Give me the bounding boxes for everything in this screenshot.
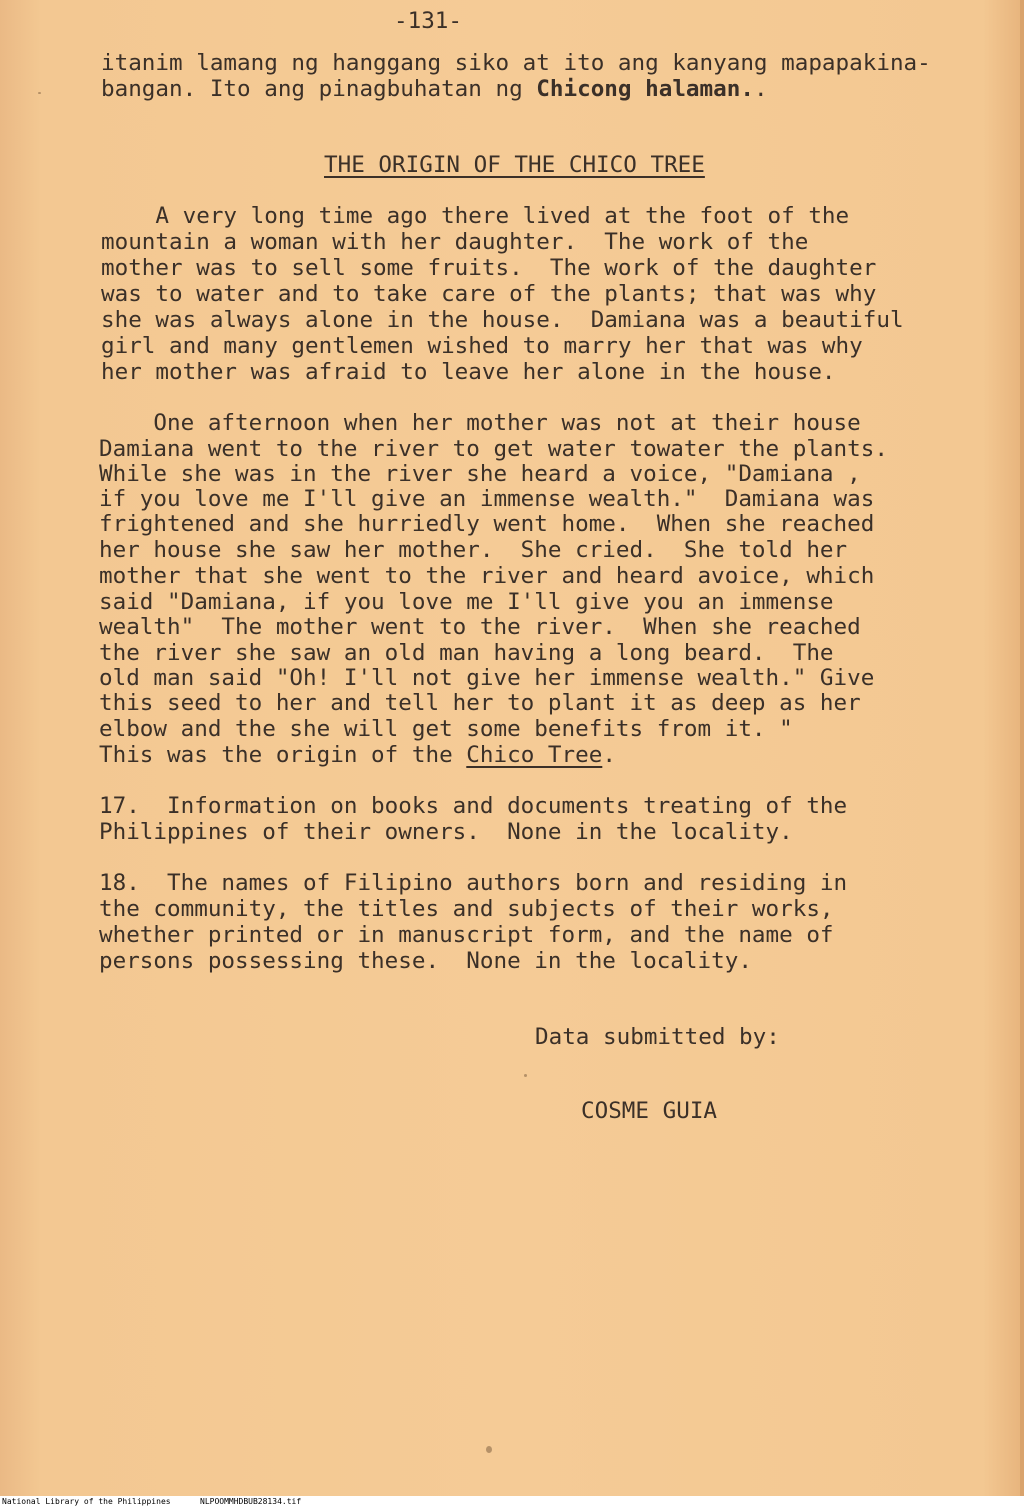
paragraph-1-line: mountain a woman with her daughter. The work of the — [101, 229, 809, 255]
paragraph-2-line: One afternoon when her mother was not at their house — [99, 410, 861, 436]
paragraph-2-line: this seed to her and tell her to plant it as deep as her — [99, 690, 861, 716]
item-18-line: the community, the titles and subjects of their works, — [99, 896, 834, 922]
paragraph-1-line: A very long time ago there lived at the foot of the — [101, 203, 850, 229]
chico-tree-underlined: Chico Tree — [466, 742, 603, 768]
paragraph-2-line: While she was in the river she heard a voice, "Damiana , — [99, 461, 861, 487]
paper-speck — [38, 92, 41, 94]
paragraph-2-line: Damiana went to the river to get water towater the plants. — [99, 436, 888, 462]
origin-sentence-suffix: . — [602, 742, 616, 768]
signature-name: COSME GUIA — [581, 1098, 718, 1124]
footer-library: National Library of the Philippines — [2, 1497, 171, 1506]
item-18-line: persons possessing these. None in the locality. — [99, 948, 752, 974]
paragraph-1-line: girl and many gentlemen wished to marry her that was why — [101, 333, 863, 359]
signature-label: Data submitted by: — [535, 1024, 780, 1050]
chicong-halaman-phrase: Chicong halaman. — [536, 76, 754, 102]
story-title: THE ORIGIN OF THE CHICO TREE — [324, 152, 705, 178]
footer-filename: NLPOOMMHDBUB28134.tif — [200, 1497, 302, 1506]
paragraph-2-line: said "Damiana, if you love me I'll give you an immense — [99, 589, 834, 615]
item-18-line: 18. The names of Filipino authors born and residing in — [99, 870, 848, 896]
paragraph-2-line: elbow and the she will get some benefits from it. " — [99, 716, 793, 742]
paragraph-2-line: the river she saw an old man having a long beard. The — [99, 640, 834, 666]
item-18-line: whether printed or in manuscript form, and the name of — [99, 922, 834, 948]
paragraph-2-line: mother that she went to the river and heard avoice, which — [99, 563, 875, 589]
paragraph-1-line: she was always alone in the house. Damiana was a beautiful — [101, 307, 904, 333]
paragraph-2-line: old man said "Oh! I'll not give her immense wealth." Give — [99, 665, 875, 691]
scan-footer — [0, 1496, 1024, 1508]
paragraph-1-line: her mother was afraid to leave her alone in the house. — [101, 359, 836, 385]
paragraph-2-line: frightened and she hurriedly went home. When she reached — [99, 511, 875, 537]
paper-speck — [524, 1074, 527, 1077]
page-number: -131- — [394, 8, 463, 34]
carryover-line-2 — [101, 76, 768, 102]
paragraph-2-line: her house she saw her mother. She cried. She told her — [99, 537, 848, 563]
carryover-line-1: itanim lamang ng hanggang siko at ito ang kanyang mapapakina- — [101, 50, 931, 76]
origin-sentence-prefix: This was the origin of the — [99, 742, 467, 768]
item-17-line: Philippines of their owners. None in the locality. — [99, 819, 793, 845]
paragraph-2-line: if you love me I'll give an immense wealth." Damiana was — [99, 486, 875, 512]
carryover-tail: . — [753, 76, 768, 102]
paragraph-1-line: mother was to sell some fruits. The work of the daughter — [101, 255, 877, 281]
carryover-line-2-text: bangan. Ito ang pinagbuhatan ng — [101, 76, 537, 102]
item-17-line: 17. Information on books and documents treating of the — [99, 793, 848, 819]
paragraph-2-last-line — [99, 742, 616, 768]
paragraph-1-line: was to water and to take care of the plants; that was why — [101, 281, 877, 307]
paper-speck — [486, 1446, 492, 1453]
paragraph-2-line: wealth" The mother went to the river. When she reached — [99, 614, 861, 640]
